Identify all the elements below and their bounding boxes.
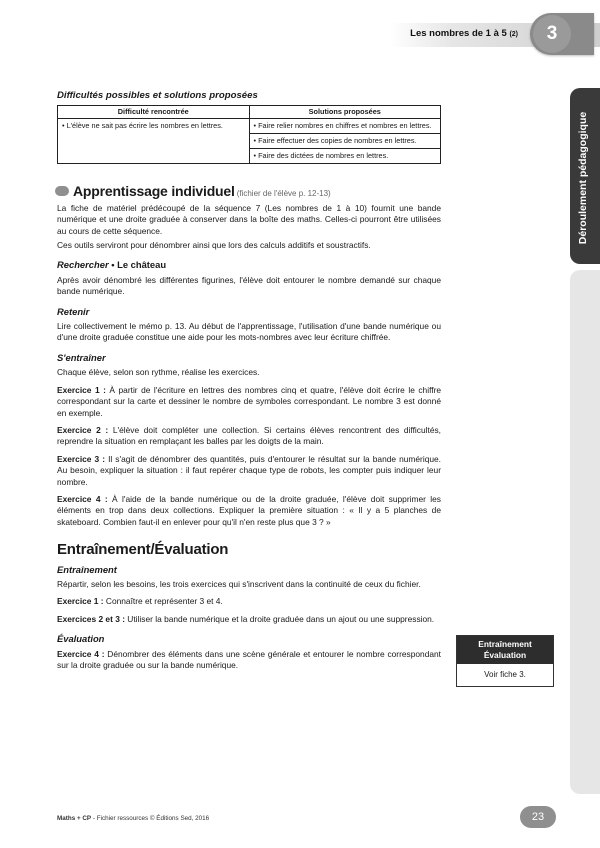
exercise-paragraph: Exercice 4 : À l'aide de la bande numérique ou de la droite graduée, l'élève doit supprimer les éléments en trop dans deux collections. Expliquer la première situation : « Il y a 5 planches de skateboard. Combien faut-il en enlever pour qu'il n'en reste plus que 3 ? » — [57, 493, 441, 527]
retenir-text: Lire collectivement le mémo p. 13. Au début de l'apprentissage, l'utilisation d'une bande numérique ou d'une droite graduée constitue une aide pour les mots-nombres avec leur écriture chiffrée. — [57, 321, 441, 343]
apprentissage-title: Apprentissage individuel — [73, 183, 235, 200]
side-tab-label: Déroulement pédagogique — [577, 111, 589, 245]
difficulties-heading: Difficultés possibles et solutions proposées — [57, 90, 258, 101]
exercise-paragraph: Exercice 2 : L'élève doit compléter une collection. Si certains élèves rencontrent des difficultés, reprendre la situation en remplaçant les balles par les doigts de la main. — [57, 424, 441, 447]
exercise-paragraph: Exercice 3 : Il s'agit de dénombrer des quantités, puis d'entourer le résultat sur la bande numérique. Au besoin, expliquer la situation : il faut repérer chaque type de robots, les compter puis indiquer leur nombre. — [57, 453, 442, 487]
solution-item: • Faire des dictées de nombres en lettres. — [253, 151, 389, 161]
page-number: 23 — [520, 806, 556, 828]
section-bullet-icon — [55, 186, 69, 196]
exercise-paragraph: Exercice 4 : Dénombrer des éléments dans une scène générale et entourer le nombre correspondant sur la droite graduée ou sur la bande numérique. — [57, 648, 442, 670]
solutions-cell — [249, 119, 441, 164]
col-solutions-header: Solutions proposées — [249, 106, 441, 119]
side-tab-empty — [570, 270, 600, 794]
entrainement-evaluation-box — [456, 635, 554, 687]
exercise-paragraph: Exercices 2 et 3 : Utiliser la bande numérique et la droite graduée dans un ajout ou une suppression. — [57, 613, 435, 624]
entrainer-intro: Chaque élève, selon son rythme, réalise les exercices. — [57, 367, 260, 378]
exercise-paragraph: Exercice 1 : Connaître et représenter 3 et 4. — [57, 596, 223, 607]
entrainement-intro: Répartir, selon les besoins, les trois exercices qui s'inscrivent dans la continuité de ceux du fichier. — [57, 578, 421, 589]
footer-credit: Maths + CP - Fichier ressources © Éditions Sed, 2016 — [57, 815, 210, 822]
solution-item: • Faire relier nombres en chiffres et nombres en lettres. — [250, 119, 441, 134]
exercise-paragraph: Exercice 1 : À partir de l'écriture en lettres des nombres cinq et quatre, l'élève doit écrire le chiffre correspondant sur la carte et dessiner le nombre de symboles correspondant. Le nombre 3 est donné en exemple. — [57, 384, 442, 418]
retenir-heading: Retenir — [57, 305, 90, 317]
side-tab-deroulement — [570, 88, 600, 264]
side-box-body: Voir fiche 3. — [484, 670, 526, 679]
apprentissage-note: (fichier de l'élève p. 12-13) — [236, 189, 331, 199]
side-box-header: Entraînement Évaluation — [457, 636, 553, 664]
chapter-number: 3 — [533, 15, 571, 53]
apprentissage-intro-1: La fiche de matériel prédécoupé de la séquence 7 (Les nombres de 1 à 10) fournit une bande numérique et une droite graduée à conserver dans la boîte des maths. Celles-ci pourront être utilisées au cours de cette séquence. — [57, 202, 441, 236]
difficulties-table — [57, 105, 441, 164]
page-header-title: Les nombres de 1 à 5 (2) — [410, 28, 518, 39]
rechercher-heading: Rechercher • Le château — [57, 259, 167, 271]
main-content — [57, 90, 441, 674]
entrainement-heading: Entraînement — [57, 563, 117, 575]
col-difficulty-header: Difficulté rencontrée — [58, 106, 250, 119]
difficulty-cell: • L'élève ne sait pas écrire les nombres en lettres. — [58, 119, 250, 164]
apprentissage-intro-2: Ces outils serviront pour dénombrer ainsi que lors des calculs additifs et soustractifs. — [57, 240, 371, 251]
apprentissage-heading — [55, 183, 441, 200]
solution-item: • Faire effectuer des copies de nombres en lettres. — [250, 134, 441, 149]
evaluation-section-title: Entraînement/Évaluation — [57, 541, 229, 559]
evaluation-heading: Évaluation — [57, 633, 105, 645]
rechercher-text: Après avoir dénombré les différentes figurines, l'élève doit entourer le nombre demandé sur chaque bande numérique. — [57, 274, 441, 297]
entrainer-heading: S'entraîner — [57, 351, 106, 363]
